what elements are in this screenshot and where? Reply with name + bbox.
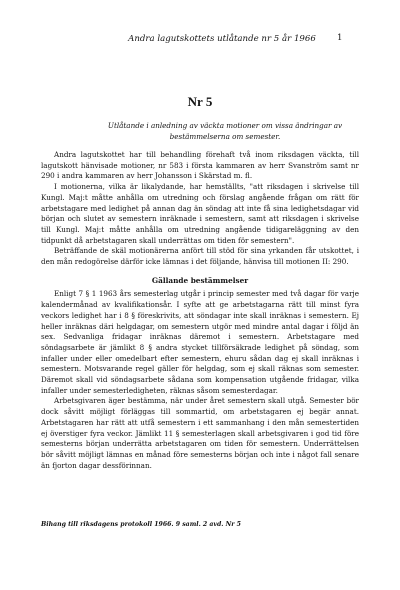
document-body xyxy=(41,150,359,471)
page-number: 1 xyxy=(337,33,343,43)
running-header: Andra lagutskottets utlåtande nr 5 år 1966 xyxy=(128,34,316,44)
paragraph: Enligt 7 § 1 1963 års semesterlag utgår i princip semester med två dagar för varje kalendermånad av kvalifikationsår. I syfte att ge arbetstagarna rätt till minst fyra veckors ledighet har i 8 § föreskrivits, att söndagar inte skall inräknas i semestern. Ej heller inräknas däri helgdagar, om semestern utgör med mindre antal dagar i följd än sex. Sedvanliga fridagar inräknas däremot i semestern. Arbetstagare med söndagsarbete är jämlikt 8 § andra stycket tillförsäkrade ledighet på söndag, som infaller under eller omedelbart efter semestern, ehuru sådan dag ej skall inräknas i semestern. Motsvarande regel gäller för helgdag, som ej skall räknas som semester. Däremot skall vid söndagsarbete sådana som kompensation utgående fridagar, vilka infaller under semesterledigheten, räknas såsom semesterdagar. xyxy=(41,289,359,395)
publication-footnote: Bihang till riksdagens protokoll 1966. 9 saml. 2 avd. Nr 5 xyxy=(41,521,241,528)
paragraph: I motionerna, vilka är likalydande, har hemställts, "att riksdagen i skrivelse till Kungl. Maj:t måtte anhålla om utredning och förslag angående frågan om rätt för arbetstagare med ledighet på annan dag än söndag att inte få sina ledighetsdagar vid början och slutet av semestern inräknade i semestern, samt att riksdagen i skrivelse till Kungl. Maj:t måtte anhålla om utredning angående tidigareläggning av den tidpunkt då arbetstagaren skall underrättas om tiden för semestern". xyxy=(41,182,359,245)
document-subtitle: Utlåtande i anledning av väckta motioner om vissa ändringar av bestämmelserna om semester. xyxy=(107,121,343,141)
section-heading: Gällande bestämmelser xyxy=(151,275,249,285)
paragraph: Arbetsgivaren äger bestämma, när under året semestern skall utgå. Semester bör dock såvitt möjligt förläggas till sommartid, om arbetstagaren ej begär annat. Arbetstagaren har rätt att utfå semestern i ett sammanhang i den mån semestertiden ej överstiger fyra veckor. Jämlikt 11 § semesterlagen skall arbetsgivaren i god tid före semesterns början underrätta arbetstagaren om tiden för semestern. Underrättelsen bör såvitt möjligt lämnas en månad före semesterns början och inte i något fall senare än fjorton dagar dessförinnan. xyxy=(41,396,359,470)
paragraph: Beträffande de skäl motionärerna anfört till stöd för sina yrkanden får utskottet, i den mån redogörelse därför icke lämnas i det följande, hänvisa till motionen II: 290. xyxy=(41,246,359,267)
paragraph: Andra lagutskottet har till behandling förehaft två inom riksdagen väckta, till lagutskott hänvisade motioner, nr 583 i första kammaren av herr Svanström samt nr 290 i andra kammaren av herr Johansson i Skärstad m. fl. xyxy=(41,150,359,181)
document-number: Nr 5 xyxy=(187,94,213,109)
